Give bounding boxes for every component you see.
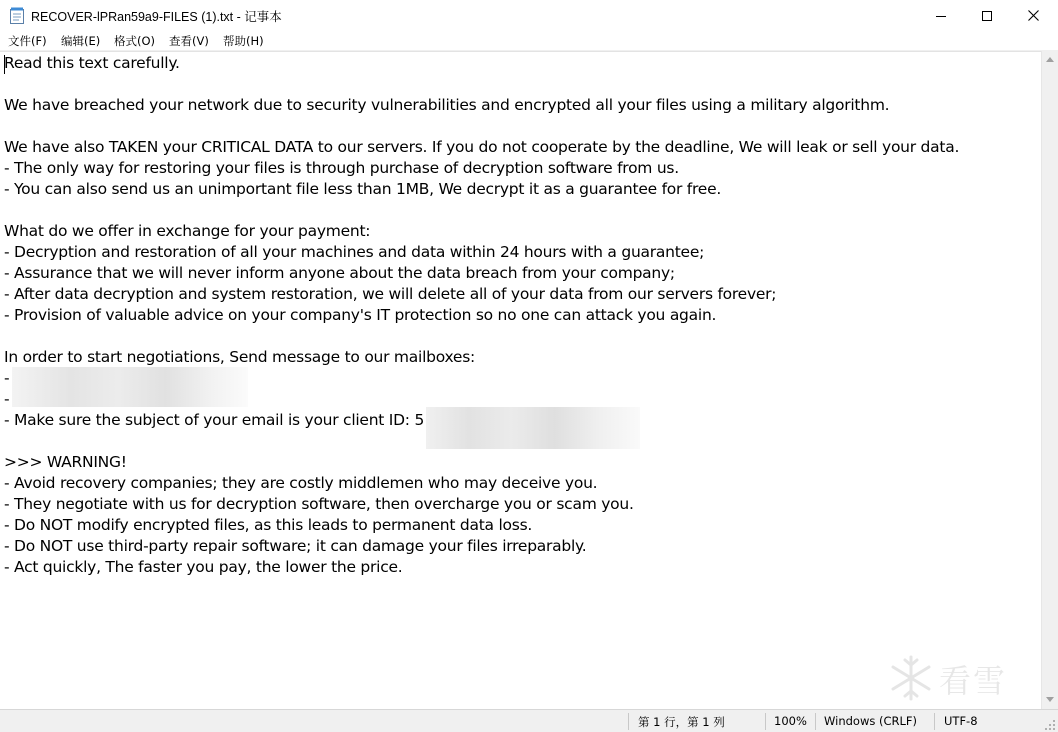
text-line: >>> WARNING!	[4, 453, 127, 471]
text-line: - Provision of valuable advice on your company's IT protection so no one can attack you again.	[4, 306, 717, 324]
status-separator	[628, 713, 629, 730]
text-line: In order to start negotiations, Send message to our mailboxes:	[4, 348, 476, 366]
redacted-client-id	[426, 407, 640, 449]
vertical-scrollbar[interactable]	[1041, 51, 1058, 709]
minimize-icon	[936, 11, 946, 21]
minimize-button[interactable]	[918, 0, 964, 31]
scroll-up-icon[interactable]	[1046, 57, 1054, 62]
text-line: We have also TAKEN your CRITICAL DATA to our servers. If you do not cooperate by the deadline, We will leak or sell your data.	[4, 138, 960, 156]
text-line: - Do NOT use third-party repair software; it can damage your files irreparably.	[4, 537, 587, 555]
resize-grip-icon[interactable]	[1044, 719, 1056, 731]
maximize-button[interactable]	[964, 0, 1010, 31]
text-line: - The only way for restoring your files is through purchase of decryption software from us.	[4, 159, 679, 177]
menu-help[interactable]: 帮助(H)	[223, 34, 264, 48]
text-editor[interactable]	[0, 51, 1041, 709]
menu-bar	[0, 31, 1058, 51]
redacted-mailboxes	[12, 367, 248, 407]
maximize-icon	[982, 11, 992, 21]
text-line: - Avoid recovery companies; they are costly middlemen who may deceive you.	[4, 474, 598, 492]
text-line: -	[4, 390, 10, 408]
text-line: We have breached your network due to security vulnerabilities and encrypted all your files using a military algorithm.	[4, 96, 890, 114]
text-line: - You can also send us an unimportant file less than 1MB, We decrypt it as a guarantee for free.	[4, 180, 722, 198]
text-line: Read this text carefully.	[4, 54, 180, 72]
menu-edit[interactable]: 编辑(E)	[61, 34, 101, 48]
snowflake-icon	[887, 654, 935, 702]
text-line: - Act quickly, The faster you pay, the lower the price.	[4, 558, 403, 576]
text-line: What do we offer in exchange for your payment:	[4, 222, 371, 240]
status-separator	[815, 713, 816, 730]
text-line: - After data decryption and system restoration, we will delete all of your data from our servers forever;	[4, 285, 777, 303]
text-line: - Assurance that we will never inform anyone about the data breach from your company;	[4, 264, 675, 282]
menu-view[interactable]: 查看(V)	[169, 34, 209, 48]
status-separator	[765, 713, 766, 730]
text-line: - Make sure the subject of your email is your client ID: 5	[4, 411, 425, 429]
status-encoding: UTF-8	[944, 714, 978, 728]
close-icon	[1028, 10, 1039, 21]
status-line-ending: Windows (CRLF)	[824, 714, 918, 728]
status-separator	[934, 713, 935, 730]
menu-file[interactable]: 文件(F)	[8, 34, 47, 48]
status-zoom: 100%	[774, 714, 807, 728]
watermark-text: 看雪	[939, 662, 1008, 700]
scroll-down-icon[interactable]	[1046, 697, 1054, 702]
window-title: RECOVER-lPRan59a9-FILES (1).txt - 记事本	[31, 10, 282, 24]
title-bar	[0, 0, 1058, 31]
status-cursor-position: 第 1 行，第 1 列	[638, 715, 725, 729]
watermark	[887, 652, 1027, 706]
close-button[interactable]	[1010, 0, 1056, 31]
menu-format[interactable]: 格式(O)	[114, 34, 156, 48]
text-line: - They negotiate with us for decryption software, then overcharge you or scam you.	[4, 495, 634, 513]
text-line: - Decryption and restoration of all your machines and data within 24 hours with a guarantee;	[4, 243, 705, 261]
text-line: -	[4, 369, 10, 387]
notepad-icon	[10, 7, 24, 24]
status-bar	[0, 709, 1058, 732]
text-line: - Do NOT modify encrypted files, as this leads to permanent data loss.	[4, 516, 533, 534]
